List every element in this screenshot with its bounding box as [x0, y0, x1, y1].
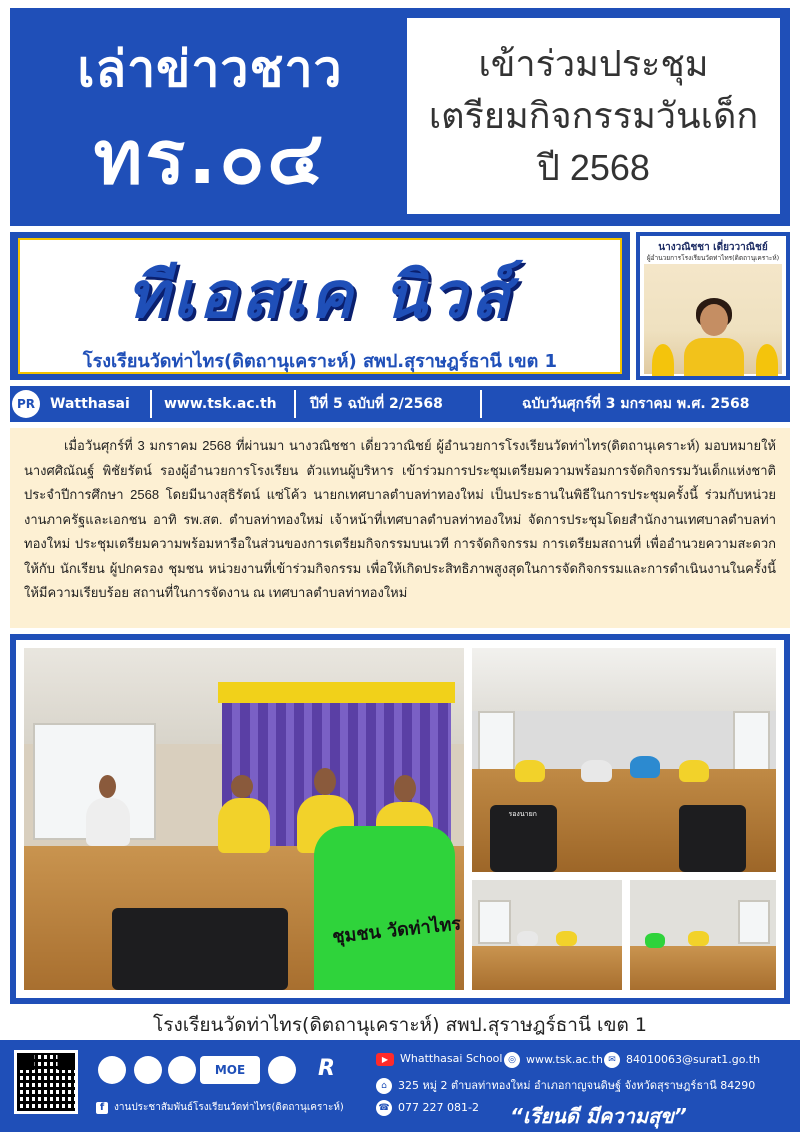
- meeting-photo-room: [472, 648, 776, 872]
- agency-logo-icon: [134, 1056, 162, 1084]
- article-text: เมื่อวันศุกร์ที่ 3 มกราคม 2568 ที่ผ่านมา นางวณิชชา เดี่ยววาณิชย์ ผู้อำนวยการโรงเรียนวัดท่าไทร(ดิตถานุเคราะห์) มอบหมายให้นางศศิณัณฐ์ พิชัยรัตน์ รองผู้อำนวยการโรงเรียน ตัวแทนผู้บริหาร เข้าร่วมการประชุมเตรียมความพร้อมการจัดกิจกรรมวันเด็กแห่งชาติ ประจำปีการศึกษา 2568 โดยมีนางสุธิรัตน์ แซ่โค้ว นายกเทศบาลตำบลท่าทองใหม่ เป็นประธานในพิธีในการประชุมครั้งนี้ ร่วมกับหน่วยงานภาครัฐและเอกชน อาทิ รพ.สต. ตำบลท่าทองใหม่ เจ้าหน้าที่เทศบาลตำบลท่าทองใหม่ จัดการประชุมโดยสำนักงานเทศบาลตำบลท่าทองใหม่ ประชุมเตรียมความพร้อมหารือในส่วนของการเตรียมกิจกรรมบนเวที การจัดกิจกรรม การเตรียมสถานที่ เพื่ออำนวยความสะดวกให้กับ นักเรียน ผู้ปกครอง ชุมชน หน่วยงานที่เข้าร่วมกิจกรรม เพื่อให้เกิดประสิทธิภาพสูงสุดในการจัดกิจกรรมและการดำเนินงานในครั้งนี้ ให้มีความเรียบร้อย สถานที่ในการจัดงาน ณ เทศบาลตำบลท่าทองใหม่: [24, 438, 776, 600]
- address-label: 325 หมู่ 2 ตำบลท่าทองใหม่ อำเภอกาญจนดิษฐ์ จังหวัดสุราษฎร์ธานี 84290: [398, 1079, 756, 1092]
- photo-person: [630, 756, 660, 778]
- footer: [0, 1040, 800, 1132]
- photo-person: [679, 760, 709, 782]
- flower-decoration: [756, 344, 778, 376]
- qr-code[interactable]: [14, 1050, 78, 1114]
- news-banner: [10, 232, 630, 380]
- brand-code: ทร.๐๔: [93, 115, 327, 201]
- photo-gallery-inner: [16, 640, 784, 998]
- news-title: ทีเอสเค นิวส์: [126, 259, 514, 333]
- director-card-inner: [640, 236, 786, 376]
- photo-person-head: [394, 775, 416, 802]
- meeting-photo-small-left: [472, 880, 622, 990]
- info-bar: [10, 386, 790, 422]
- pr-brand-icon: R: [318, 1056, 335, 1081]
- director-portrait: [644, 264, 782, 374]
- pr-logo-icon: PR: [12, 390, 40, 418]
- photo-gallery: [10, 634, 790, 1004]
- news-subtitle: โรงเรียนวัดท่าไทร(ดิตถานุเคราะห์) สพป.สุราษฎร์ธานี เขต 1: [82, 351, 558, 372]
- photo-person: [688, 931, 708, 946]
- photo-table: [472, 946, 622, 990]
- phone-link[interactable]: [376, 1100, 479, 1116]
- phone-icon: ☎: [376, 1100, 392, 1116]
- news-banner-inner: [18, 238, 622, 374]
- headline-box: [405, 16, 782, 216]
- photo-person: [517, 931, 538, 946]
- youtube-icon: ▶: [376, 1053, 394, 1066]
- headline: เข้าร่วมประชุม เตรียมกิจกรรมวันเด็ก ปี 2568: [428, 43, 759, 188]
- home-icon: ⌂: [376, 1078, 392, 1094]
- divider: [150, 390, 152, 418]
- issue-date: ฉบับวันศุกร์ที่ 3 มกราคม พ.ศ. 2568: [522, 396, 750, 412]
- brand-title: เล่าข่าวชาว: [77, 40, 343, 98]
- facebook-link[interactable]: [96, 1100, 344, 1115]
- photo-chair: [112, 908, 288, 990]
- email-link[interactable]: [604, 1052, 760, 1068]
- globe-icon: ◎: [504, 1052, 520, 1068]
- website-footer-link[interactable]: [504, 1052, 603, 1068]
- photo-person: [556, 931, 577, 946]
- photo-green-vest: [314, 826, 455, 990]
- website-footer-label: www.tsk.ac.th: [526, 1053, 603, 1066]
- emblem-logo-icon: [168, 1056, 196, 1084]
- photo-person: [86, 798, 130, 846]
- meeting-photo-main: [24, 648, 464, 990]
- vest-text: ชุมชน วัดท่าไทร: [331, 913, 463, 948]
- youtube-label: Whatthasai School: [400, 1052, 503, 1065]
- director-card: [636, 232, 790, 380]
- facebook-icon: f: [96, 1102, 108, 1114]
- divider: [480, 390, 482, 418]
- photo-person-head: [231, 775, 253, 799]
- school-logo-icon: [98, 1056, 126, 1084]
- director-name: นางวณิชชา เดี่ยววาณิชย์: [658, 242, 768, 253]
- qr-code-pattern: [17, 1053, 75, 1111]
- moe-logo: MOE: [200, 1056, 260, 1084]
- photo-person: [218, 798, 271, 853]
- photo-person: [581, 760, 611, 782]
- mail-icon: ✉: [604, 1052, 620, 1068]
- portrait-body: [684, 338, 744, 376]
- watthasai-label: Watthasai: [50, 396, 130, 412]
- school-caption: โรงเรียนวัดท่าไทร(ดิตถานุเคราะห์) สพป.สุราษฎร์ธานี เขต 1: [153, 1014, 647, 1036]
- photo-window: [738, 900, 770, 944]
- photo-person: [515, 760, 545, 782]
- website-link[interactable]: www.tsk.ac.th: [164, 396, 277, 412]
- divider: [294, 390, 296, 418]
- slogan: “เรียนดี มีความสุข”: [510, 1104, 687, 1128]
- masthead: [10, 8, 790, 226]
- address: [376, 1076, 755, 1094]
- province-logo-icon: [268, 1056, 296, 1084]
- director-role: ผู้อำนวยการโรงเรียนวัดท่าไทร(ดิตถานุเคราะห์): [646, 254, 780, 262]
- meeting-photo-small-right: [630, 880, 776, 990]
- photo-person: [645, 933, 665, 948]
- article-body: [10, 428, 790, 628]
- photo-ceiling: [472, 648, 776, 711]
- brand-block: [24, 18, 396, 218]
- photo-window: [478, 900, 511, 944]
- issue-number: ปีที่ 5 ฉบับที่ 2/2568: [310, 396, 443, 412]
- facebook-label: งานประชาสัมพันธ์โรงเรียนวัดท่าไทร(ดิตถานุเคราะห์): [114, 1102, 344, 1113]
- email-label: 84010063@surat1.go.th: [626, 1053, 761, 1066]
- photo-valance: [218, 682, 456, 703]
- phone-label: 077 227 081-2: [398, 1101, 479, 1114]
- youtube-link[interactable]: [376, 1052, 502, 1066]
- portrait-face: [700, 304, 728, 336]
- photo-table: [630, 946, 776, 990]
- flower-decoration: [652, 344, 674, 376]
- desk-sign: รองนายก: [508, 810, 537, 819]
- photo-chair: [679, 805, 746, 872]
